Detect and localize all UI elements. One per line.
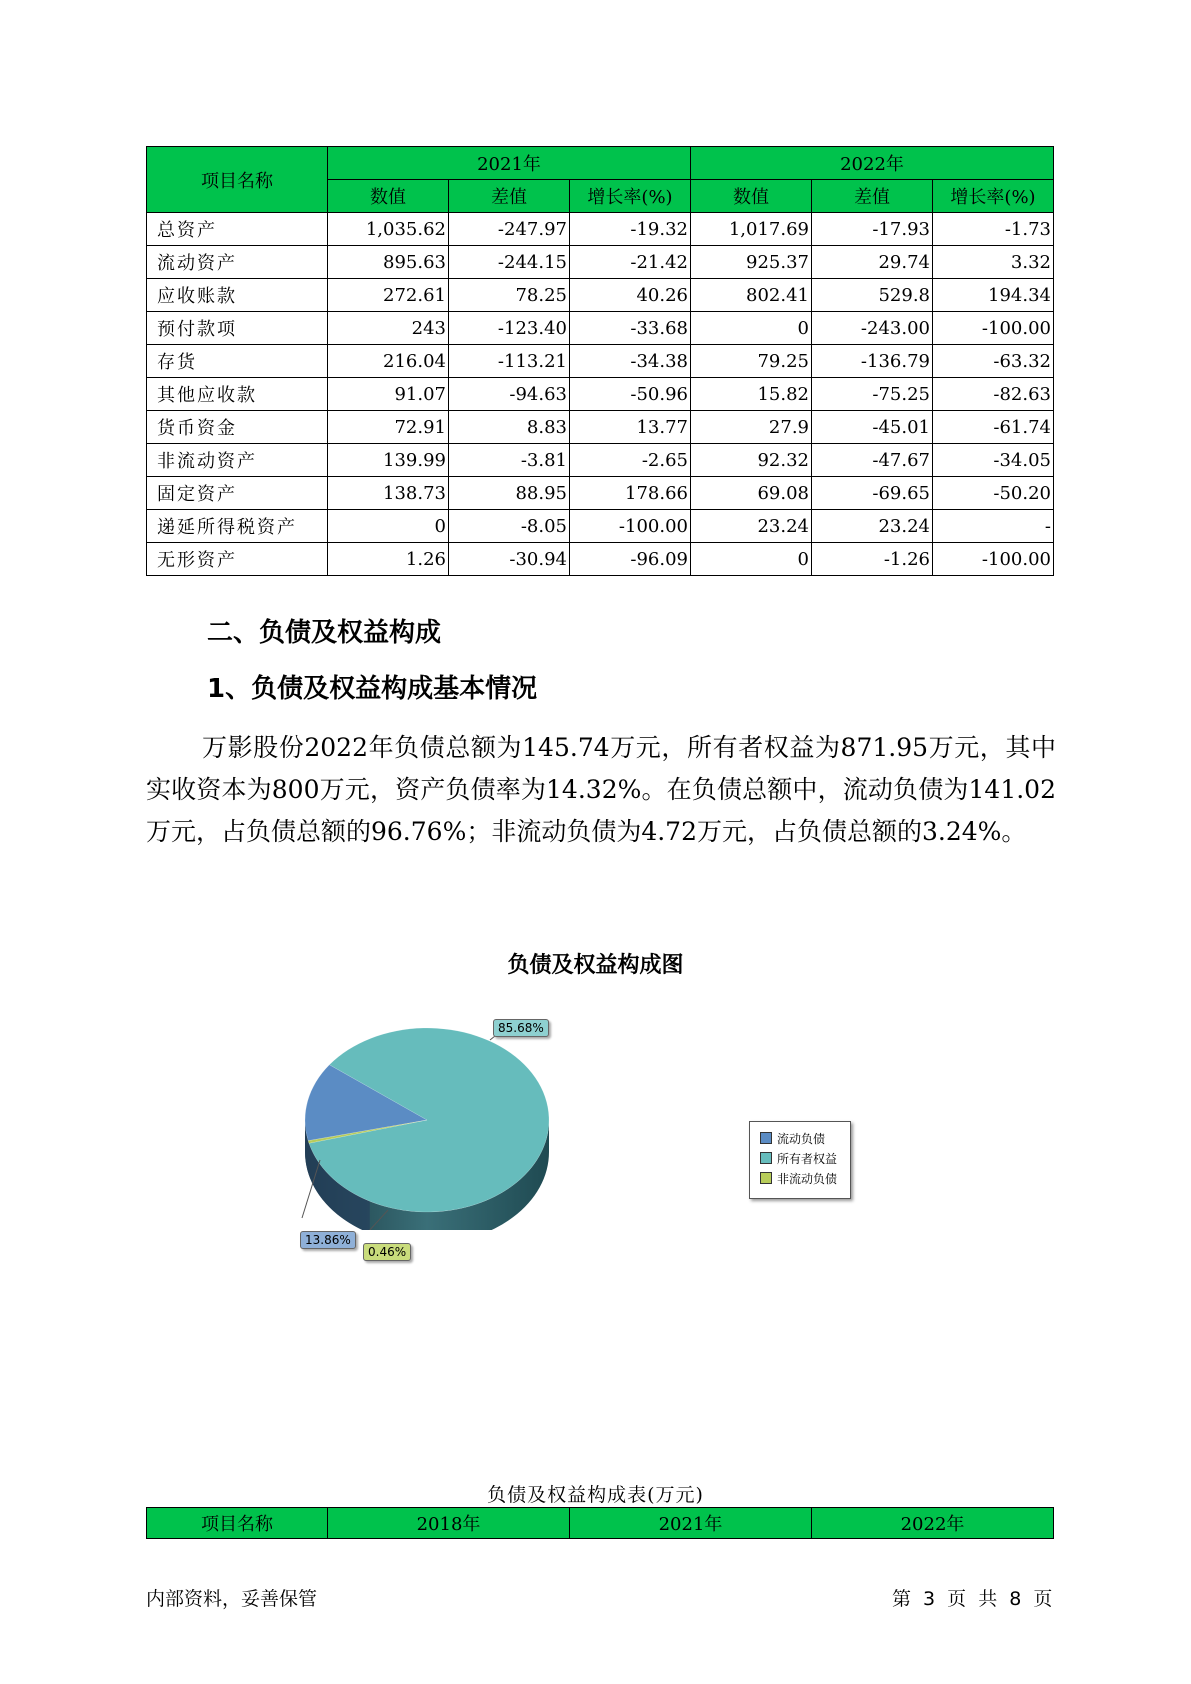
legend-swatch — [760, 1172, 772, 1184]
legend-item — [760, 1170, 837, 1188]
subheader: 差值 — [449, 180, 570, 213]
table-cell: -96.09 — [570, 543, 691, 576]
legend-label: 非流动负债 — [777, 1172, 838, 1186]
footer-confidential: 内部资料，妥善保管 — [146, 1588, 318, 1610]
table-cell: -63.32 — [933, 345, 1054, 378]
table-cell: - — [933, 510, 1054, 543]
pie-label-noncurrent-liabilities: 0.46% — [363, 1243, 411, 1261]
header-item-name: 项目名称 — [147, 1508, 328, 1539]
liability-table — [146, 1507, 1054, 1539]
table-cell: -21.42 — [570, 246, 691, 279]
table-cell: 69.08 — [691, 477, 812, 510]
table-row — [147, 378, 1054, 411]
table-row — [147, 477, 1054, 510]
table-cell: -3.81 — [449, 444, 570, 477]
table-cell: -1.73 — [933, 213, 1054, 246]
table-row — [147, 510, 1054, 543]
table-cell: -94.63 — [449, 378, 570, 411]
row-label: 货币资金 — [147, 411, 328, 444]
table-cell: -30.94 — [449, 543, 570, 576]
table-cell: -50.20 — [933, 477, 1054, 510]
header-item-name: 项目名称 — [147, 147, 328, 213]
table-row — [147, 411, 1054, 444]
table2-title: 负债及权益构成表(万元) — [487, 1484, 704, 1506]
table-cell: 1,017.69 — [691, 213, 812, 246]
table-cell: -47.67 — [812, 444, 933, 477]
table-row — [147, 279, 1054, 312]
row-label: 固定资产 — [147, 477, 328, 510]
table-cell: -34.38 — [570, 345, 691, 378]
legend-swatch — [760, 1132, 772, 1144]
table-cell: -8.05 — [449, 510, 570, 543]
table-row — [147, 444, 1054, 477]
table-cell: 88.95 — [449, 477, 570, 510]
table-cell: -50.96 — [570, 378, 691, 411]
table-cell: -100.00 — [933, 543, 1054, 576]
table-cell: -136.79 — [812, 345, 933, 378]
table-cell: -100.00 — [570, 510, 691, 543]
subsection-title: 1、负债及权益构成基本情况 — [207, 674, 538, 704]
row-label: 存货 — [147, 345, 328, 378]
table-cell: 27.9 — [691, 411, 812, 444]
table-cell: -123.40 — [449, 312, 570, 345]
table-cell: -100.00 — [933, 312, 1054, 345]
table-cell: -19.32 — [570, 213, 691, 246]
table-cell: 92.32 — [691, 444, 812, 477]
table-cell: 13.77 — [570, 411, 691, 444]
table-cell: 72.91 — [328, 411, 449, 444]
row-label: 流动资产 — [147, 246, 328, 279]
asset-table — [146, 146, 1054, 576]
row-label: 预付款项 — [147, 312, 328, 345]
table-row — [147, 246, 1054, 279]
table-cell: 194.34 — [933, 279, 1054, 312]
table-cell: 1,035.62 — [328, 213, 449, 246]
row-label: 其他应收款 — [147, 378, 328, 411]
table-cell: -113.21 — [449, 345, 570, 378]
table-cell: 0 — [691, 543, 812, 576]
table-cell: 216.04 — [328, 345, 449, 378]
subheader: 数值 — [691, 180, 812, 213]
table-cell: 29.74 — [812, 246, 933, 279]
pie-label-current-liabilities: 13.86% — [300, 1231, 356, 1249]
pie-label-owners-equity: 85.68% — [493, 1019, 549, 1037]
table-cell: 178.66 — [570, 477, 691, 510]
subheader: 增长率(%) — [570, 180, 691, 213]
legend-item — [760, 1130, 825, 1148]
table-cell: -17.93 — [812, 213, 933, 246]
table-cell: -243.00 — [812, 312, 933, 345]
table-cell: -247.97 — [449, 213, 570, 246]
table-cell: -61.74 — [933, 411, 1054, 444]
header-year: 2021年 — [570, 1508, 812, 1539]
table-cell: 91.07 — [328, 378, 449, 411]
header-year: 2022年 — [812, 1508, 1054, 1539]
table-cell: -75.25 — [812, 378, 933, 411]
table-cell: 139.99 — [328, 444, 449, 477]
table-cell: 272.61 — [328, 279, 449, 312]
chart-legend — [749, 1121, 851, 1199]
table-row — [147, 543, 1054, 576]
table-cell: 138.73 — [328, 477, 449, 510]
table-row — [147, 213, 1054, 246]
table-cell: -82.63 — [933, 378, 1054, 411]
row-label: 非流动资产 — [147, 444, 328, 477]
table-cell: 23.24 — [691, 510, 812, 543]
pie-chart — [280, 1010, 610, 1230]
table-cell: 243 — [328, 312, 449, 345]
table-cell: -33.68 — [570, 312, 691, 345]
table-cell: 895.63 — [328, 246, 449, 279]
legend-swatch — [760, 1152, 772, 1164]
table-cell: 0 — [328, 510, 449, 543]
row-label: 总资产 — [147, 213, 328, 246]
chart-title: 负债及权益构成图 — [507, 953, 684, 978]
header-year: 2018年 — [328, 1508, 570, 1539]
legend-label: 所有者权益 — [777, 1152, 838, 1166]
table-cell: 79.25 — [691, 345, 812, 378]
footer-page-number: 第 3 页 共 8 页 — [892, 1588, 1053, 1610]
row-label: 应收账款 — [147, 279, 328, 312]
subheader: 差值 — [812, 180, 933, 213]
header-year-2021: 2021年 — [328, 147, 691, 180]
table-row — [147, 345, 1054, 378]
table-cell: -45.01 — [812, 411, 933, 444]
table-cell: -244.15 — [449, 246, 570, 279]
row-label: 无形资产 — [147, 543, 328, 576]
legend-label: 流动负债 — [777, 1132, 826, 1146]
subheader: 增长率(%) — [933, 180, 1054, 213]
table-cell: 40.26 — [570, 279, 691, 312]
table-cell: 15.82 — [691, 378, 812, 411]
table-cell: 925.37 — [691, 246, 812, 279]
subheader: 数值 — [328, 180, 449, 213]
table-cell: 802.41 — [691, 279, 812, 312]
table-cell: -34.05 — [933, 444, 1054, 477]
table-cell: 0 — [691, 312, 812, 345]
legend-item — [760, 1150, 837, 1168]
header-year-2022: 2022年 — [691, 147, 1054, 180]
table-cell: -69.65 — [812, 477, 933, 510]
table-cell: 3.32 — [933, 246, 1054, 279]
table-cell: 23.24 — [812, 510, 933, 543]
table-cell: -2.65 — [570, 444, 691, 477]
summary-paragraph: 万影股份2022年负债总额为145.74万元，所有者权益为871.95万元，其中实收资本为800万元，资产负债率为14.32%。在负债总额中，流动负债为141.02万元，占负债总额的96.76%；非流动负债为4.72万元，占负债总额的3.24%。 — [146, 733, 1056, 846]
table-cell: 78.25 — [449, 279, 570, 312]
table-cell: 529.8 — [812, 279, 933, 312]
table-cell: 1.26 — [328, 543, 449, 576]
section-title: 二、负债及权益构成 — [207, 618, 442, 648]
row-label: 递延所得税资产 — [147, 510, 328, 543]
table-cell: 8.83 — [449, 411, 570, 444]
table-row — [147, 312, 1054, 345]
table-cell: -1.26 — [812, 543, 933, 576]
